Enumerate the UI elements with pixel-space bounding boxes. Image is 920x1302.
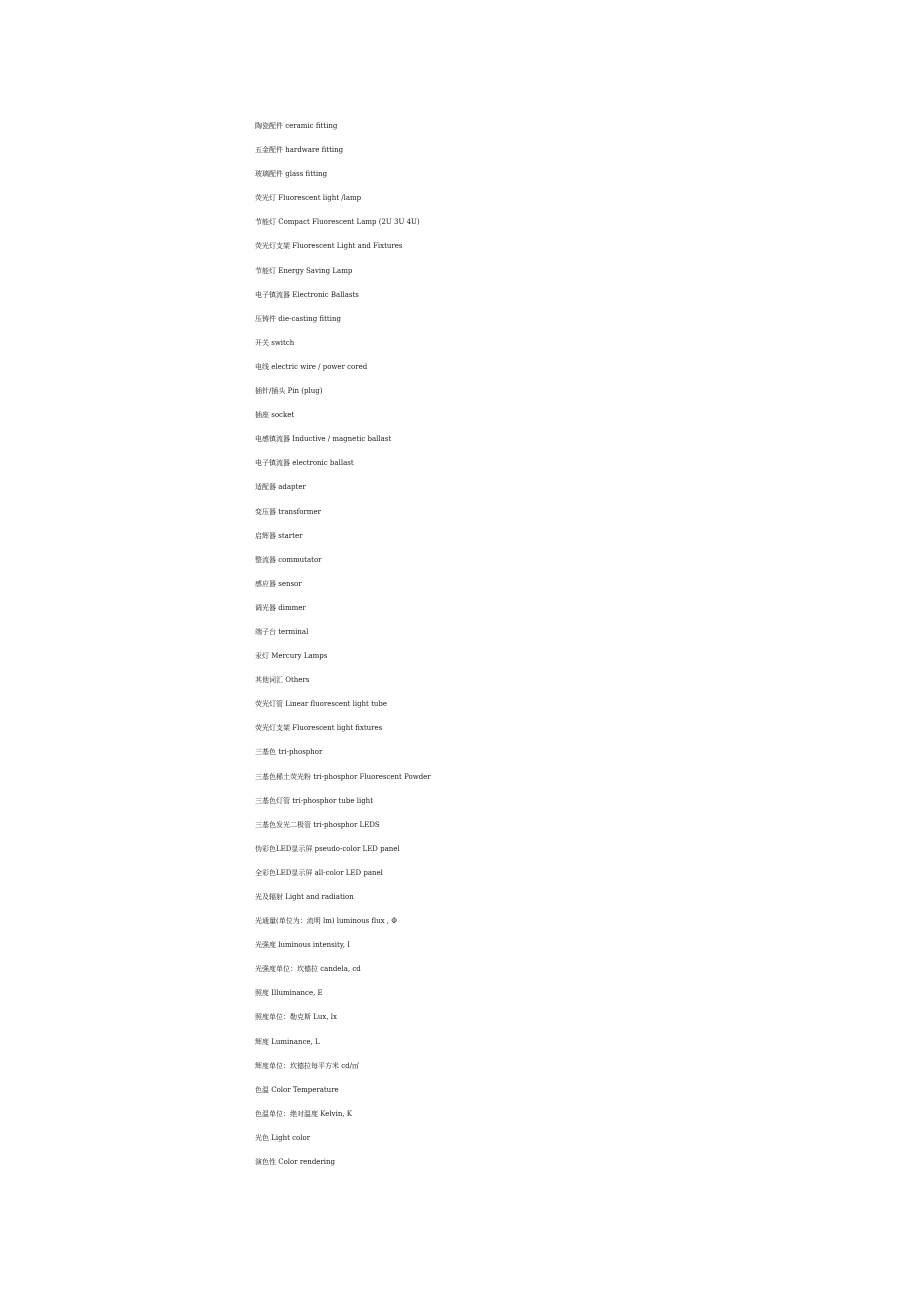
glossary-entry: 变压器 transformer bbox=[255, 507, 321, 516]
glossary-entry: 五金配件 hardware fitting bbox=[255, 146, 344, 155]
glossary-entry: 光强度 luminous intensity, I bbox=[255, 941, 350, 950]
glossary-entry: 调光器 dimmer bbox=[255, 603, 306, 612]
glossary-entry: 辉度单位：坎德拉每平方米 cd/㎡ bbox=[255, 1061, 359, 1070]
glossary-entry: 色温单位：绝对温度 Kelvin, K bbox=[255, 1109, 353, 1118]
glossary-entry: 电子镇流器 electronic ballast bbox=[255, 459, 354, 468]
glossary-entry: 辉度 Luminance, L bbox=[255, 1037, 320, 1046]
glossary-entry: 电线 electric wire / power cored bbox=[255, 362, 368, 371]
glossary-entry: 插针/插头 Pin (plug) bbox=[255, 387, 323, 396]
glossary-entry: 开关 switch bbox=[255, 338, 295, 347]
glossary-entry: 光强度单位：坎德拉 candela, cd bbox=[255, 965, 361, 974]
glossary-entry: 荧光灯支架 Fluorescent light fixtures bbox=[255, 724, 383, 733]
glossary-entry: 感应器 sensor bbox=[255, 579, 302, 588]
glossary-entry: 电子镇流器 Electronic Ballasts bbox=[255, 290, 359, 299]
glossary-entry: 光通量(单位为：流明 lm) luminous flux , Φ bbox=[255, 917, 397, 926]
glossary-entry: 插座 socket bbox=[255, 411, 295, 420]
glossary-entry: 荧光灯 Fluorescent light /lamp bbox=[255, 194, 362, 203]
glossary-entry: 陶瓷配件 ceramic fitting bbox=[255, 122, 338, 130]
glossary-entry: 全彩色LED显示屏 all-color LED panel bbox=[255, 868, 383, 877]
glossary-entry: 三基色灯管 tri-phosphor tube light bbox=[255, 796, 374, 805]
glossary-entry: 荧光灯管 Linear fluorescent light tube bbox=[255, 700, 388, 709]
glossary-entry: 光及辐射 Light and radiation bbox=[255, 893, 354, 901]
glossary-entry: 适配器 adapter bbox=[255, 483, 306, 492]
glossary-entry: 汞灯 Mercury Lamps bbox=[255, 652, 328, 661]
glossary-entry: 荧光灯支架 Fluorescent Light and Fixtures bbox=[255, 242, 403, 251]
glossary-entry: 玻璃配件 glass fitting bbox=[255, 170, 328, 179]
glossary-entry: 演色性 Color rendering bbox=[255, 1158, 336, 1167]
glossary-entry: 三基色 tri-phosphor bbox=[255, 748, 323, 757]
glossary-list bbox=[255, 121, 815, 1181]
glossary-entry: 启辉器 starter bbox=[255, 531, 303, 540]
glossary-entry: 伪彩色LED显示屏 pseudo-color LED panel bbox=[255, 844, 400, 853]
glossary-entry: 照度 Illuminance, E bbox=[255, 989, 323, 998]
glossary-entry: 三基色发光二极管 tri-phosphor LEDS bbox=[255, 820, 380, 829]
glossary-entry: 压铸件 die-casting fitting bbox=[255, 314, 341, 323]
glossary-entry: 色温 Color Temperature bbox=[255, 1085, 339, 1094]
glossary-entry: 照度单位：勒克斯 Lux, lx bbox=[255, 1013, 337, 1022]
glossary-entry: 其他词汇 Others bbox=[255, 676, 310, 685]
glossary-entry: 电感镇流器 Inductive / magnetic ballast bbox=[255, 435, 392, 444]
glossary-entry: 节能灯 Compact Fluorescent Lamp (2U 3U 4U) bbox=[255, 218, 420, 227]
glossary-entry: 三基色稀土荧光粉 tri-phosphor Fluorescent Powder bbox=[255, 772, 431, 781]
glossary-entry: 整流器 commutator bbox=[255, 555, 322, 564]
glossary-entry: 端子台 terminal bbox=[255, 627, 309, 636]
glossary-entry: 光色 Light color bbox=[255, 1133, 311, 1142]
glossary-entry: 节能灯 Energy Saving Lamp bbox=[255, 266, 353, 275]
